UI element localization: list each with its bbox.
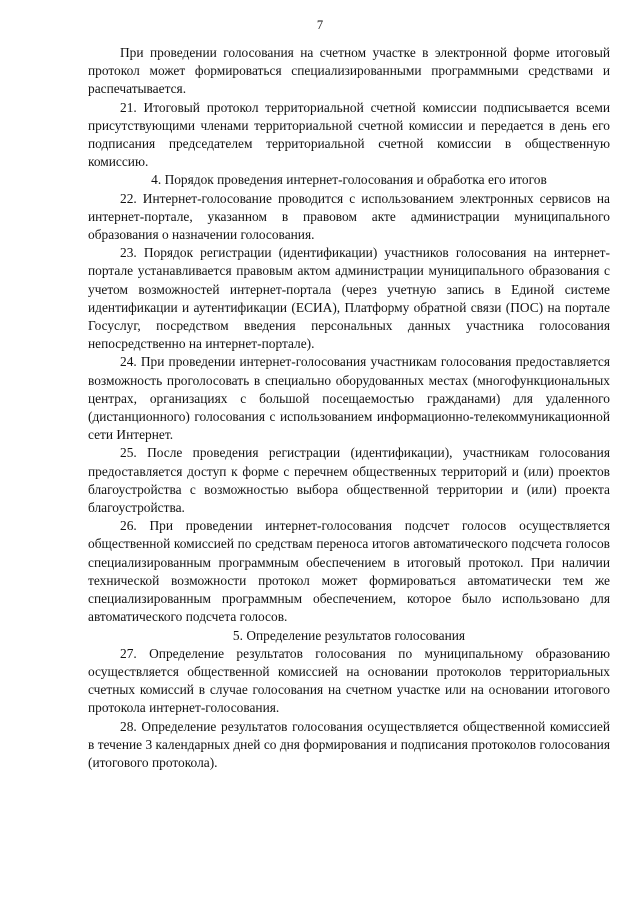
paragraph-26: 26. При проведении интернет-голосования подсчет голосов осуществляется общественной комиссией по средствам переноса итогов автоматического подсчета голосов специализированным программным обеспечением в итоговый протокол. При наличии технической возможности протокол может формироваться автоматически тем же специализированным программным обеспечением, которое было использовано для автоматического подсчета голосов. (88, 518, 610, 625)
page-number: 7 (316, 18, 324, 32)
paragraph-22: 22. Интернет-голосование проводится с использованием электронных сервисов на интернет-портале, указанном в правовом акте администрации муниципального образования о назначении голосования. (88, 190, 610, 243)
paragraph-28: 28. Определение результатов голосования осуществляется общественной комиссией в течение 3 календарных дней со дня формирования и подписания протоколов голосования (итогового протокола). (88, 718, 610, 770)
paragraph-electronic-protocol: При проведении голосования на счетном участке в электронной форме итоговый протокол может формироваться специализированными программными средствами и распечатывается. (88, 45, 610, 97)
document-body (88, 44, 610, 772)
paragraph-25: 25. После проведения регистрации (идентификации), участникам голосования предоставляется доступ к форме с перечнем общественных территорий и (или) проектов благоустройства с возможностью выбора общественной территории и (или) проекта благоустройства. (88, 445, 610, 516)
paragraph-24: 24. При проведении интернет-голосования участникам голосования предоставляется возможность проголосовать в специально оборудованных местах (многофункциональных центрах, организациях с большой посещаемостью гражданами) для удаленного (дистанционного) голосования с использованием информационно-телекоммуникационной сети Интернет. (88, 354, 610, 443)
section-heading-5: 5. Определение результатов голосования (232, 627, 466, 643)
paragraph-27: 27. Определение результатов голосования по муниципальному образованию осуществляется общественной комиссией на основании протоколов территориальных счетных комиссий в случае голосования на счетном участке или на основании итогового протокола интернет-голосования. (88, 645, 610, 716)
paragraph-21: 21. Итоговый протокол территориальной счетной комиссии подписывается всеми присутствующими членами территориальной счетной комиссии и передается в день его подписания председателем территориальной счетной комиссии в общественную комиссию. (88, 99, 610, 170)
paragraph-23: 23. Порядок регистрации (идентификации) участников голосования на интернет-портале устанавливается правовым актом администрации муниципального образования с учетом возможностей интернет-портала (через учетную запись в Единой системе идентификации и аутентификации (ЕСИА), Платформу обратной связи (ПОС) на портале Госуслуг, посредством введения персональных данных участника голосования непосредственно на интернет-портале). (88, 245, 610, 352)
section-heading-4: 4. Порядок проведения интернет-голосования и обработка его итогов (151, 172, 547, 188)
